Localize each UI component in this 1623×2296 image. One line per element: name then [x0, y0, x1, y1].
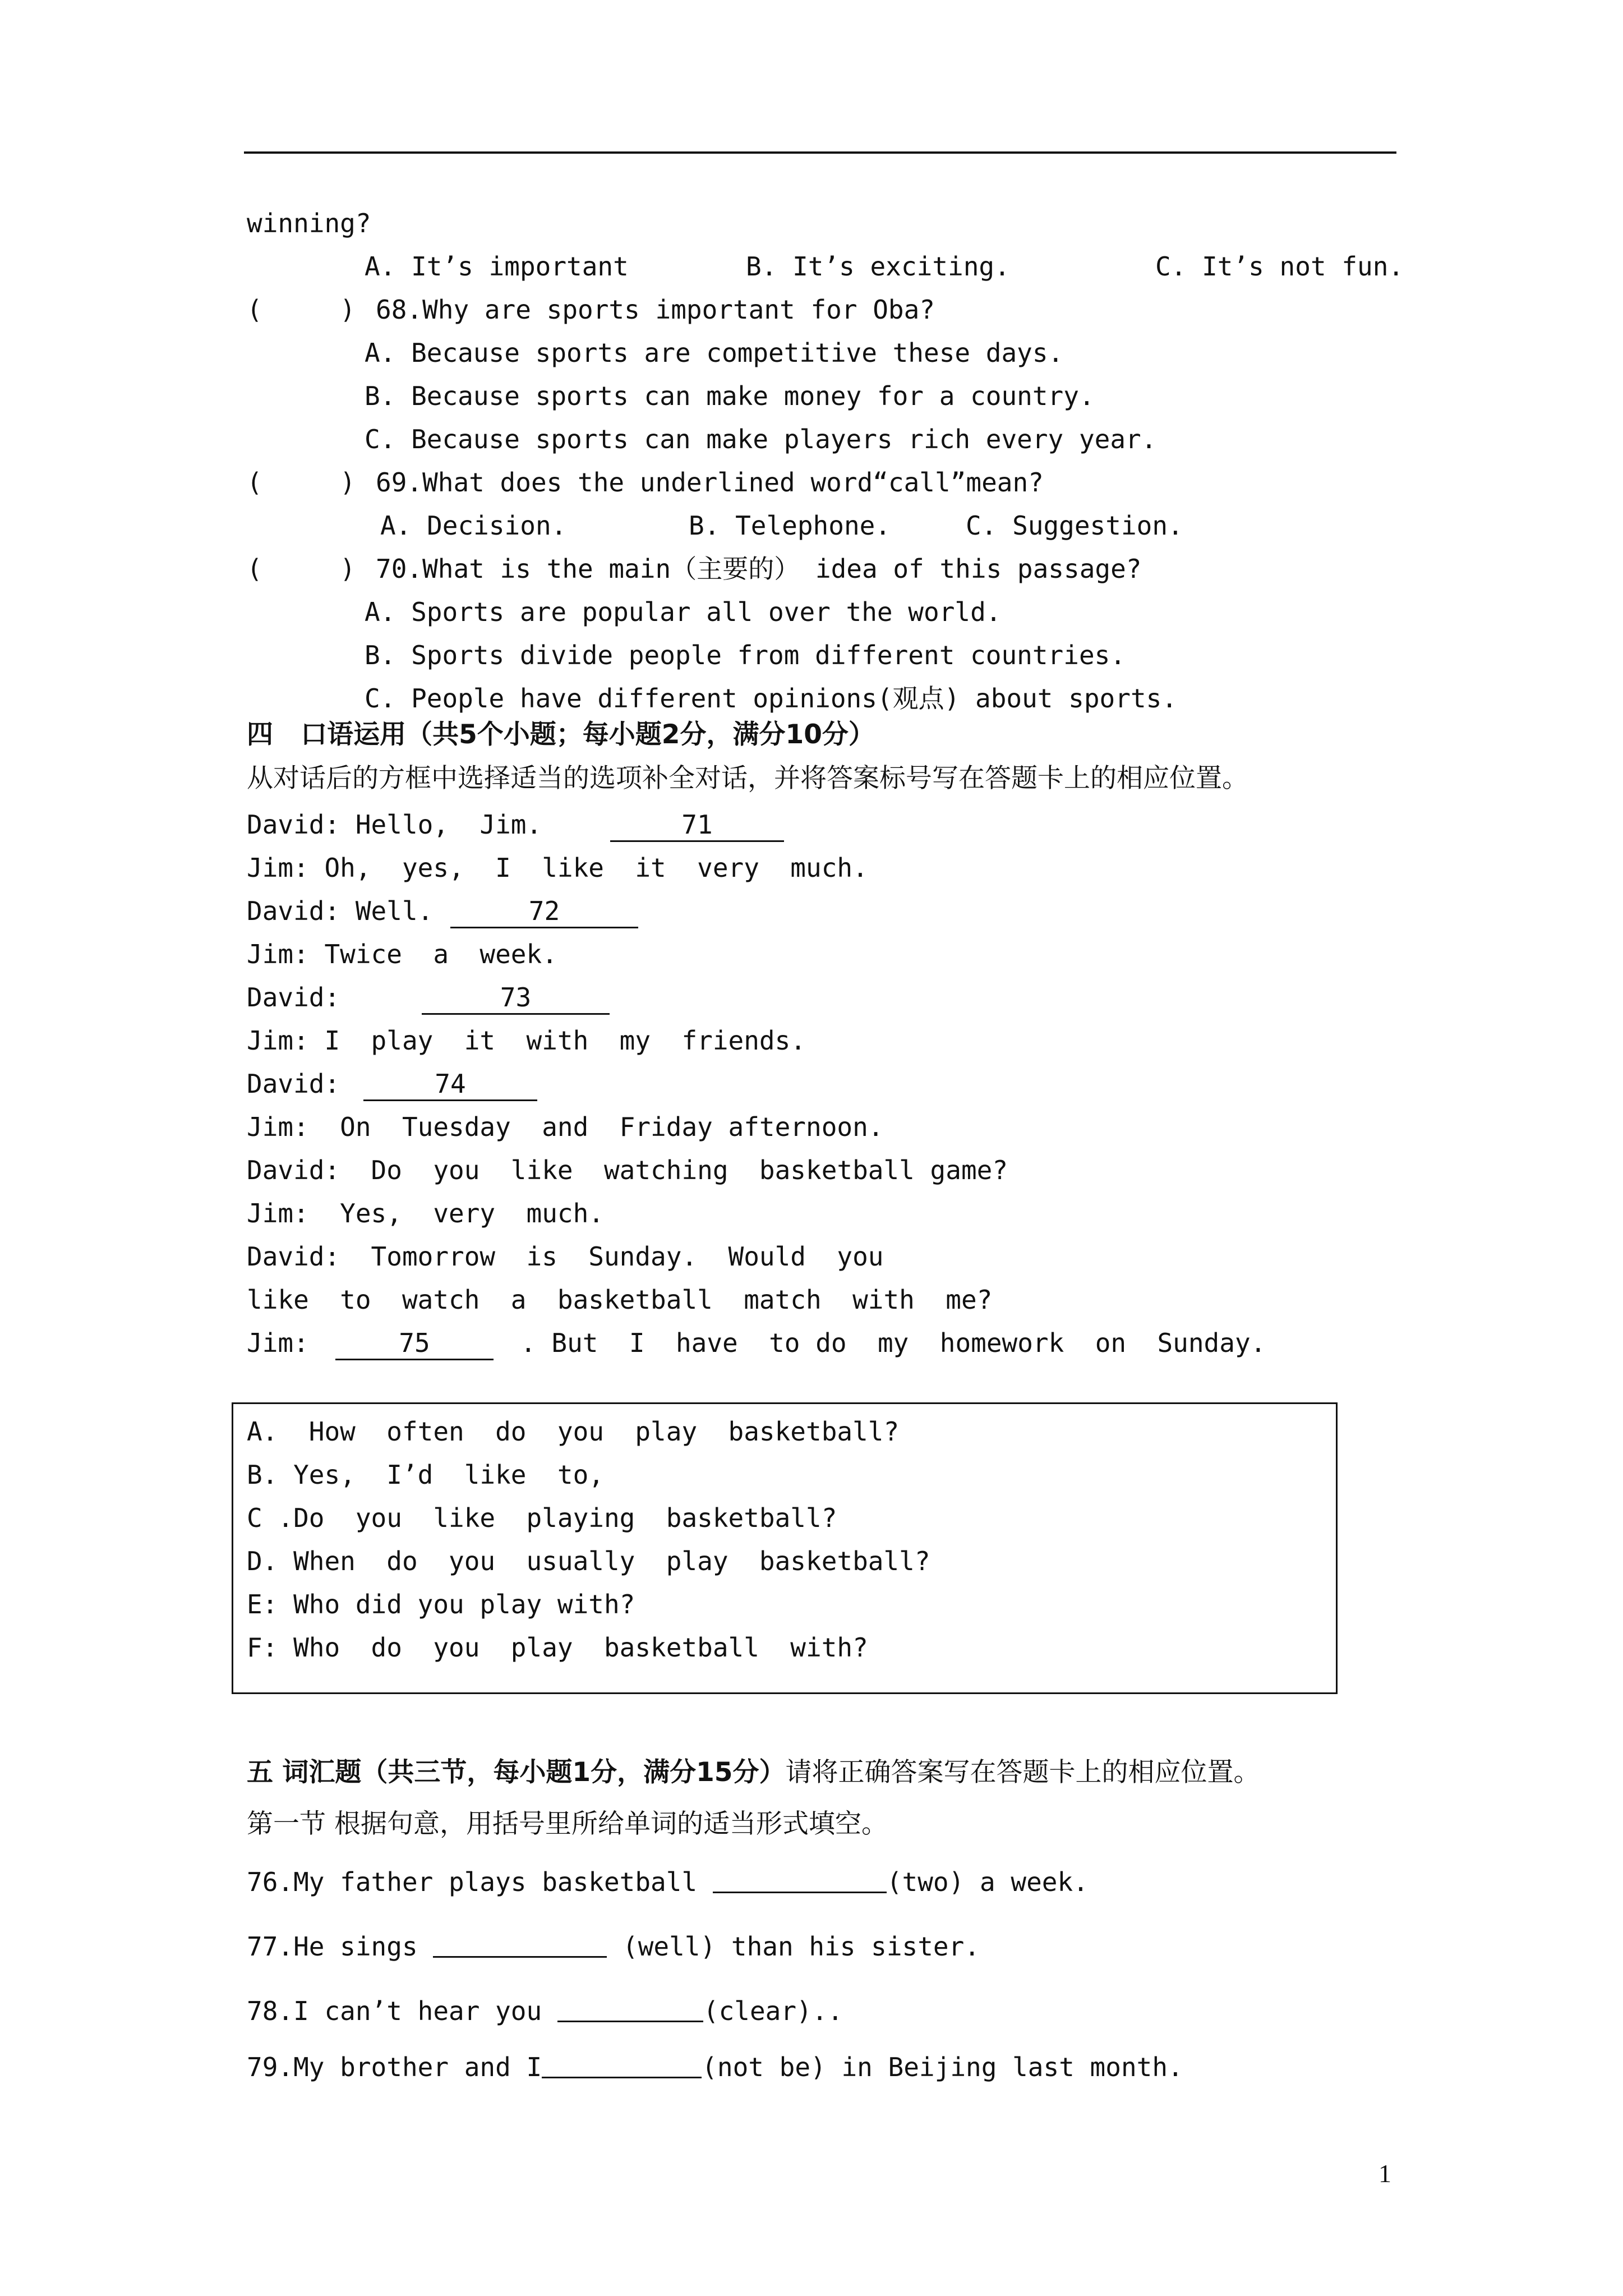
- q69-option-a: A. Decision.: [380, 510, 567, 541]
- dialogue-line-11: David: Tomorrow is Sunday. Would you: [247, 1241, 884, 1272]
- dialogue-line-12: like to watch a basketball match with me?: [247, 1285, 993, 1315]
- answer-blank-72[interactable]: 72: [450, 894, 638, 928]
- option-e: E: Who did you play with?: [247, 1589, 635, 1619]
- vocab-78-prefix: 78.I can’t hear you: [247, 1996, 557, 2026]
- vocab-76-prefix: 76.My father plays basketball: [247, 1867, 713, 1897]
- q68-option-c: C. Because sports can make players rich every year.: [365, 424, 1157, 454]
- vocab-79-suffix: (not be) in Beijing last month.: [702, 2052, 1183, 2082]
- vocab-76-suffix: (two) a week.: [886, 1867, 1089, 1897]
- answer-blank-71[interactable]: 71: [610, 808, 784, 842]
- vocab-79-prefix: 79.My brother and I: [247, 2052, 542, 2082]
- answer-blank-74[interactable]: 74: [363, 1067, 537, 1101]
- q69-option-b: B. Telephone.: [689, 510, 891, 541]
- option-c: C .Do you like playing basketball?: [247, 1503, 837, 1533]
- header-rule: [244, 151, 1396, 154]
- q67-option-c: C. It’s not fun.: [1155, 251, 1404, 282]
- q68-stem: 68.Why are sports important for Oba?: [376, 295, 935, 325]
- section4-heading: 四 口语运用（共5个小题；每小题2分，满分10分）: [247, 719, 875, 750]
- q69-option-c: C. Suggestion.: [966, 510, 1183, 541]
- dialogue-line-7: David:: [247, 1069, 340, 1099]
- q67-option-b: B. It’s exciting.: [746, 251, 1010, 282]
- dialogue-line-13-tail: . But I have to do my homework on Sunday.: [520, 1328, 1266, 1358]
- q69-answer-paren[interactable]: ( ): [247, 467, 356, 498]
- vocab-77-blank[interactable]: [433, 1931, 607, 1958]
- q70-stem: 70.What is the main（主要的） idea of this passage?: [376, 554, 1142, 584]
- section5-heading-title: 五 词汇题（共三节，每小题1分，满分15分）: [247, 1757, 786, 1788]
- vocab-76-blank[interactable]: [713, 1867, 887, 1893]
- dialogue-line-8: Jim: On Tuesday and Friday afternoon.: [247, 1112, 884, 1142]
- q69-stem: 69.What does the underlined word“call”mean?: [376, 467, 1044, 498]
- option-a: A. How often do you play basketball?: [247, 1416, 900, 1447]
- page-number: 1: [1378, 2159, 1391, 2188]
- q70-option-b: B. Sports divide people from different countries.: [365, 640, 1126, 670]
- q68-option-b: B. Because sports can make money for a country.: [365, 381, 1095, 411]
- dialogue-line-2: Jim: Oh, yes, I like it very much.: [247, 853, 868, 883]
- q70-option-c: C. People have different opinions(观点) about sports.: [365, 683, 1178, 714]
- answer-blank-75[interactable]: 75: [335, 1326, 494, 1360]
- dialogue-line-3: David: Well.: [247, 896, 434, 926]
- option-b: B. Yes, I’d like to,: [247, 1460, 604, 1490]
- dialogue-line-4: Jim: Twice a week.: [247, 939, 557, 969]
- vocab-78-suffix: (clear)..: [703, 1996, 843, 2026]
- q67-stem-tail: winning?: [247, 208, 371, 238]
- vocab-77-suffix: (well) than his sister.: [607, 1931, 980, 1962]
- vocab-76: [247, 1865, 1089, 1899]
- section4-instruction: 从对话后的方框中选择适当的选项补全对话，并将答案标号写在答题卡上的相应位置。: [247, 763, 1248, 794]
- dialogue-line-6: Jim: I play it with my friends.: [247, 1025, 806, 1056]
- option-d: D. When do you usually play basketball?: [247, 1546, 930, 1576]
- dialogue-line-9: David: Do you like watching basketball game?: [247, 1155, 1008, 1185]
- section5-part1-instruction: 第一节 根据句意，用括号里所给单词的适当形式填空。: [247, 1809, 888, 1839]
- answer-blank-73[interactable]: 73: [422, 981, 610, 1015]
- vocab-79-blank[interactable]: [542, 2052, 702, 2078]
- dialogue-line-1: David: Hello, Jim.: [247, 809, 542, 840]
- q70-option-a: A. Sports are popular all over the world.: [365, 597, 1002, 627]
- section5-heading-instruction: 请将正确答案写在答题卡上的相应位置。: [785, 1757, 1260, 1788]
- vocab-79: [247, 2050, 1183, 2084]
- q68-answer-paren[interactable]: ( ): [247, 295, 356, 325]
- q68-option-a: A. Because sports are competitive these days.: [365, 338, 1064, 368]
- q67-option-a: A. It’s important: [365, 251, 629, 282]
- dialogue-line-13: Jim:: [247, 1328, 309, 1358]
- option-f: F: Who do you play basketball with?: [247, 1632, 868, 1663]
- q70-answer-paren[interactable]: ( ): [247, 554, 356, 584]
- vocab-77: [247, 1930, 980, 1963]
- vocab-78: [247, 1994, 843, 2028]
- dialogue-line-10: Jim: Yes, very much.: [247, 1198, 604, 1228]
- vocab-78-blank[interactable]: [557, 1996, 703, 2022]
- vocab-77-prefix: 77.He sings: [247, 1931, 434, 1962]
- dialogue-line-5: David:: [247, 982, 340, 1013]
- section5-heading: [247, 1756, 1260, 1789]
